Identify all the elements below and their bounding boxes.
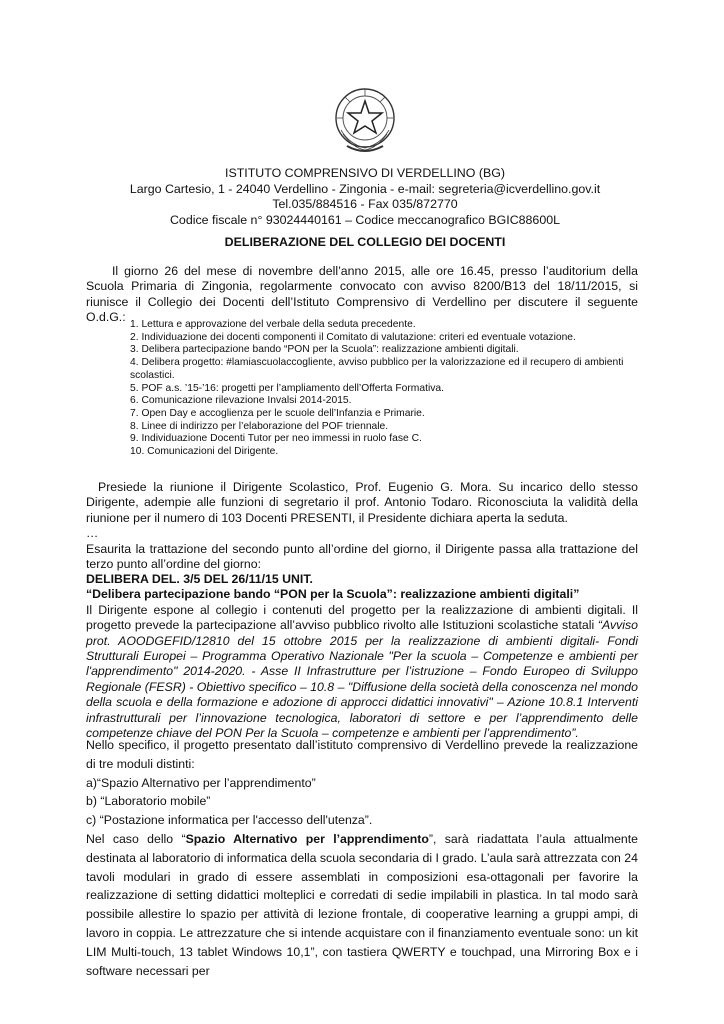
agenda-item: 5. POF a.s. ’15-’16: progetti per l’ampliamento dell’Offerta Formativa. xyxy=(130,382,444,394)
agenda-list xyxy=(130,319,630,459)
project-paragraph xyxy=(86,603,638,742)
space-paragraph xyxy=(86,830,638,980)
institute-address: Largo Cartesio, 1 - 24040 Verdellino - Zingonia - e-mail: segreteria@icverdellino.gov.it xyxy=(129,181,601,196)
institute-codes: Codice fiscale n° 93024440161 – Codice meccanografico BGIC88600L xyxy=(169,212,560,227)
agenda-item: 9. Individuazione Docenti Tutor per neo immessi in ruolo fase C. xyxy=(130,433,422,445)
specifically-paragraph: Nello specifico, il progetto presentato dall’istituto comprensivo di Verdellino prevede la realizzazione di tre moduli distinti: xyxy=(86,738,638,771)
module-item: a)“Spazio Alternativo per l’apprendimento” xyxy=(86,775,316,790)
agenda-item: 7. Open Day e accoglienza per le scuole dell’Infanzia e Primarie. xyxy=(130,407,425,419)
space-bold: Spazio Alternativo per l’apprendimento xyxy=(185,831,429,846)
module-item: c) “Postazione informatica per l'accesso dell'utenza”. xyxy=(86,813,373,828)
agenda-item: 2. Individuazione dei docenti componenti il Comitato di valutazione: criteri ed eventuale votazione. xyxy=(130,331,576,343)
document-title: DELIBERAZIONE DEL COLLEGIO DEI DOCENTI xyxy=(224,235,506,249)
presides-paragraph: Presiede la riunione il Dirigente Scolastico, Prof. Eugenio G. Mora. Su incarico dello stesso Dirigente, adempie alle funzioni di segretario il prof. Antonio Todaro. Riconosciuta la validità della riunione per il numero di 103 Docenti PRESENTI, il Presidente dichiara aperta la seduta. xyxy=(86,480,638,525)
ellipsis: … xyxy=(86,526,99,541)
agenda-item: 8. Linee di indirizzo per l’elaborazione del POF triennale. xyxy=(130,420,389,432)
transition-paragraph: Esaurita la trattazione del secondo punto all’ordine del giorno, il Dirigente passa alla trattazione del terzo punto all’ordine del giorno: xyxy=(86,541,638,572)
space-lead: Nel caso dello “ xyxy=(86,831,186,846)
project-avviso: “Avviso prot. AOODGEFID/12810 del 15 ottobre 2015 per la realizzazione di ambienti digitali- Fondi Strutturali Europei – Programma Operativo Nazionale "Per la scuola – Competenze e ambienti per l'apprendimento" 2014-2020. - Asse II Infrastrutture per l’istruzione – Fondo Europeo di Sviluppo Regionale (FESR) - Obiettivo specifico – 10.8 – "Diffusione della società della conoscenza nel mondo della scuola e della formazione e adozione di approcci didattici innovativi" – Azione 10.8.1 Interventi infrastrutturali per l’innovazione tecnologica, laboratori di settore e per l’apprendimento delle competenze chiave del PON Per la Scuola – competenze e ambienti per l’apprendimento”. xyxy=(86,618,638,741)
agenda-item: 4. Delibera progetto: #lamiascuolaccogliente, avviso pubblico per la valorizzazione ed il recupero di ambienti scolastici. xyxy=(130,357,624,381)
module-item: b) “Laboratorio mobile” xyxy=(86,794,211,809)
italian-republic-emblem-icon xyxy=(333,86,397,156)
intro-paragraph: Il giorno 26 del mese di novembre dell’anno 2015, alle ore 16.45, presso l’auditorium della Scuola Primaria di Zingonia, regolarmente convocato con avviso 8200/B13 del 18/11/2015, si riunisce il Collegio dei Docenti dell’Istituto Comprensivo di Verdellino per discutere il seguente O.d.G.: xyxy=(86,264,638,325)
modules-section xyxy=(86,736,638,980)
delibera-number: DELIBERA DEL. 3/5 DEL 26/11/15 UNIT. xyxy=(86,572,313,586)
institute-name: ISTITUTO COMPRENSIVO DI VERDELLINO (BG) xyxy=(225,166,505,180)
space-rest: ”, sarà riadattata l’aula attualmente destinata al laboratorio di informatica della scuola secondaria di I grado. L’aula sarà attrezzata con 24 tavoli modulari in grado di essere assemblati in composizioni esa-ottagonali per favorire la realizzazione di setting didattici molteplici e corredati di sedie impilabili in plastica. In tal modo sarà possibile allestire lo spazio per attività di lezione frontale, di cooperative learning a gruppi ampi, di lavoro in coppia. Le attrezzature che si intende acquistare con il finanziamento eventuale sono: un kit LIM Multi-touch, 13 tablet Windows 10,1”, con tastiera QWERTY e touchpad, una Mirroring Box e i software necessari per xyxy=(86,831,638,978)
meeting-section xyxy=(86,480,638,572)
agenda-item: 6. Comunicazione rilevazione Invalsi 2014-2015. xyxy=(130,395,352,407)
delibera-section xyxy=(86,572,638,741)
project-intro: Il Dirigente espone al collegio i contenuti del progetto per la realizzazione di ambienti digitali. Il progetto prevede la partecipazione all’avviso pubblico rivolto alle Istituzioni scolastiche statali xyxy=(86,602,638,633)
agenda-item: 3. Delibera partecipazione bando “PON per la Scuola”: realizzazione ambienti digitali. xyxy=(130,344,519,356)
institute-phone: Tel.035/884516 - Fax 035/872770 xyxy=(272,197,458,211)
delibera-subject: “Delibera partecipazione bando “PON per la Scuola”: realizzazione ambienti digitali” xyxy=(86,587,580,602)
agenda-item: 1. Lettura e approvazione del verbale della seduta precedente. xyxy=(130,319,416,330)
school-header xyxy=(80,166,650,228)
agenda-item: 10. Comunicazioni del Dirigente. xyxy=(130,446,279,458)
